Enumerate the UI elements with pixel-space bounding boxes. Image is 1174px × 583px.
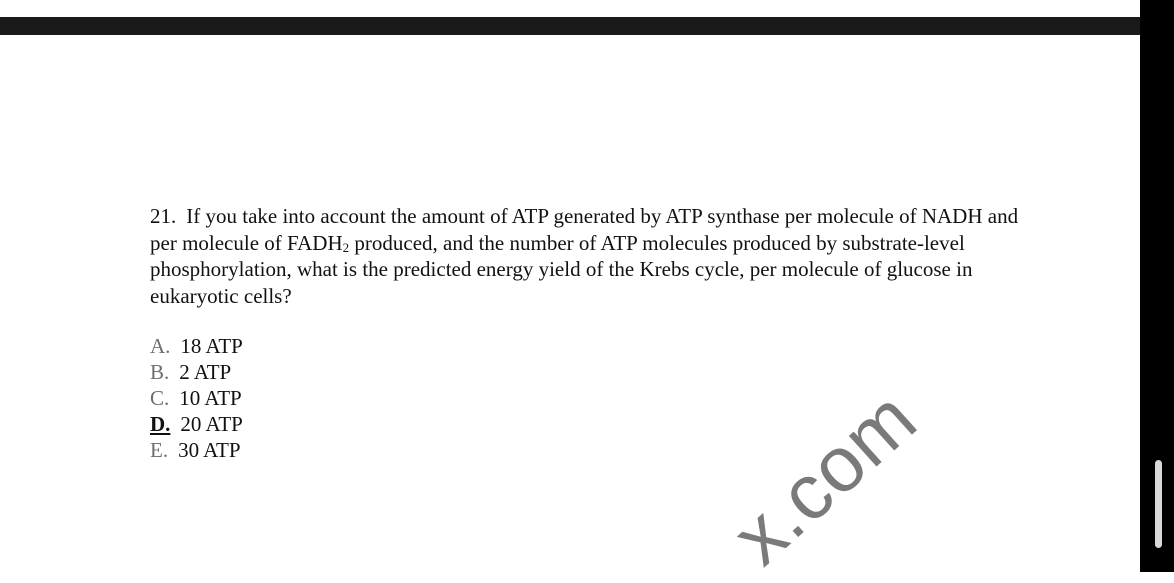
option-letter: A. [150,334,171,358]
option-c [150,385,243,411]
question-text-part1: If you take into account the amount of ATP generated by ATP synthase per molecule of NADH and per molecule of FADH [150,204,1019,255]
question-text-part2: produced, and the number of ATP molecules produced by substrate-level phosphorylation, what is the predicted energy yield of the Krebs cycle, per molecule of glucose in eukaryotic cells? [150,230,973,308]
question-number: 21. [150,204,177,228]
option-letter: C. [150,386,170,410]
option-b [150,359,243,385]
option-text: 18 ATP [180,334,243,358]
top-bar [0,17,1140,35]
option-d [150,411,243,437]
option-text: 2 ATP [179,360,232,384]
option-text: 20 ATP [180,412,243,436]
question-text [150,203,1020,309]
answer-options [150,333,243,463]
option-a [150,333,243,359]
option-e [150,437,243,463]
option-text: 10 ATP [179,386,242,410]
question-subscript: 2 [342,239,350,255]
scrollbar-thumb[interactable] [1155,460,1162,548]
watermark: x.com [715,373,933,582]
option-letter: E. [150,438,169,462]
option-letter-correct: D. [150,412,171,436]
option-letter: B. [150,360,170,384]
option-text: 30 ATP [178,438,241,462]
